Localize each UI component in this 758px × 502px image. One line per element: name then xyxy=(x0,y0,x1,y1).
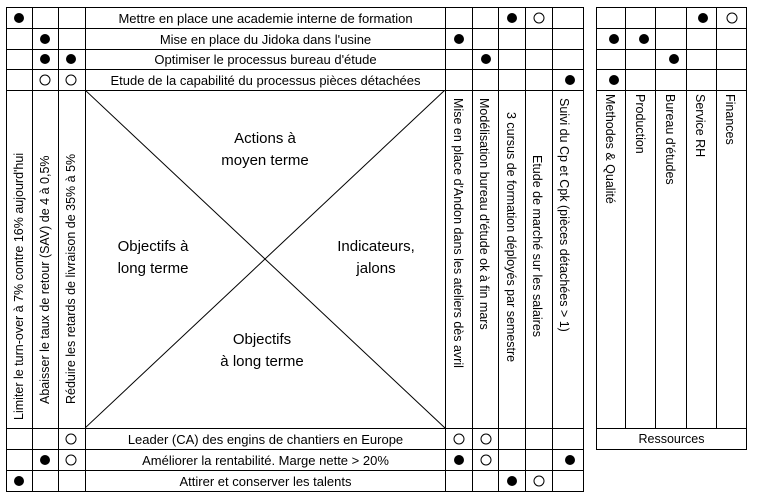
strong-correlation-dot xyxy=(609,75,619,85)
center-bottom-line2: à long terme xyxy=(220,353,304,370)
top-row-label: Mise en place du Jidoka dans l'usine xyxy=(159,31,372,47)
grid-line xyxy=(596,90,747,91)
center-bottom-line1: Objectifs xyxy=(232,331,292,348)
right-indicator-label: Modélisation bureau d'étude ok à fin mars xyxy=(477,98,491,330)
bottom-row-label: Leader (CA) des engins de chantiers en Europe xyxy=(127,431,404,447)
resource-label: Production xyxy=(633,94,647,154)
strong-correlation-dot xyxy=(669,54,679,64)
strong-correlation-dot xyxy=(639,34,649,44)
top-row-label: Etude de la capabilité du processus pièces détachées xyxy=(110,72,421,88)
center-top-line2: moyen terme xyxy=(221,152,309,169)
left-objective-label: Abaisser le taux de retour (SAV) de 4 à 0,5% xyxy=(38,155,52,404)
center-left-line1: Objectifs à xyxy=(117,238,189,255)
weak-correlation-dot xyxy=(727,13,738,24)
resource-label: Service RH xyxy=(693,94,707,158)
grid-line xyxy=(746,7,747,450)
grid-line xyxy=(596,7,597,450)
center-right-line1: Indicateurs, xyxy=(337,238,415,255)
right-indicator-label: Suivi du Cp et Cpk (pièces détachées > 1) xyxy=(557,98,571,332)
grid-line xyxy=(716,7,717,429)
grid-line xyxy=(596,69,747,70)
grid-line xyxy=(655,7,656,429)
grid-line xyxy=(686,7,687,429)
top-row-label: Mettre en place une academie interne de formation xyxy=(118,10,413,26)
grid-line xyxy=(625,7,626,429)
grid-line xyxy=(596,7,747,8)
grid-line xyxy=(596,28,747,29)
grid-line xyxy=(596,449,747,450)
top-row-label: Optimiser le processus bureau d'étude xyxy=(154,52,377,67)
left-objective-label: Limiter le turn-over à 7% contre 16% aujourd'hui xyxy=(12,152,26,420)
right-indicator-label: Mise en place d'Andon dans les ateliers dès avril xyxy=(451,98,465,368)
left-objective-label: Réduire les retards de livraison de 35% à 5% xyxy=(64,153,78,404)
right-indicator-label: 3 cursus de formation déployés par semestre xyxy=(504,112,518,363)
right-indicator-label: Etude de marché sur les salaires xyxy=(530,155,544,338)
strong-correlation-dot xyxy=(609,34,619,44)
resource-label: Bureau d'études xyxy=(663,94,677,185)
resources-title: Ressources xyxy=(638,432,705,446)
bottom-row-label: Améliorer la rentabilité. Marge nette > 20% xyxy=(142,452,389,468)
resource-label: Methodes & Qualité xyxy=(603,94,617,204)
grid-line xyxy=(596,49,747,50)
bottom-row-label: Attirer et conserver les talents xyxy=(179,473,352,489)
center-top-line1: Actions à xyxy=(234,130,296,147)
center-right-line2: jalons xyxy=(356,260,396,277)
center-left-line2: long terme xyxy=(117,260,189,277)
strong-correlation-dot xyxy=(698,13,708,23)
resource-label: Finances xyxy=(723,94,737,145)
